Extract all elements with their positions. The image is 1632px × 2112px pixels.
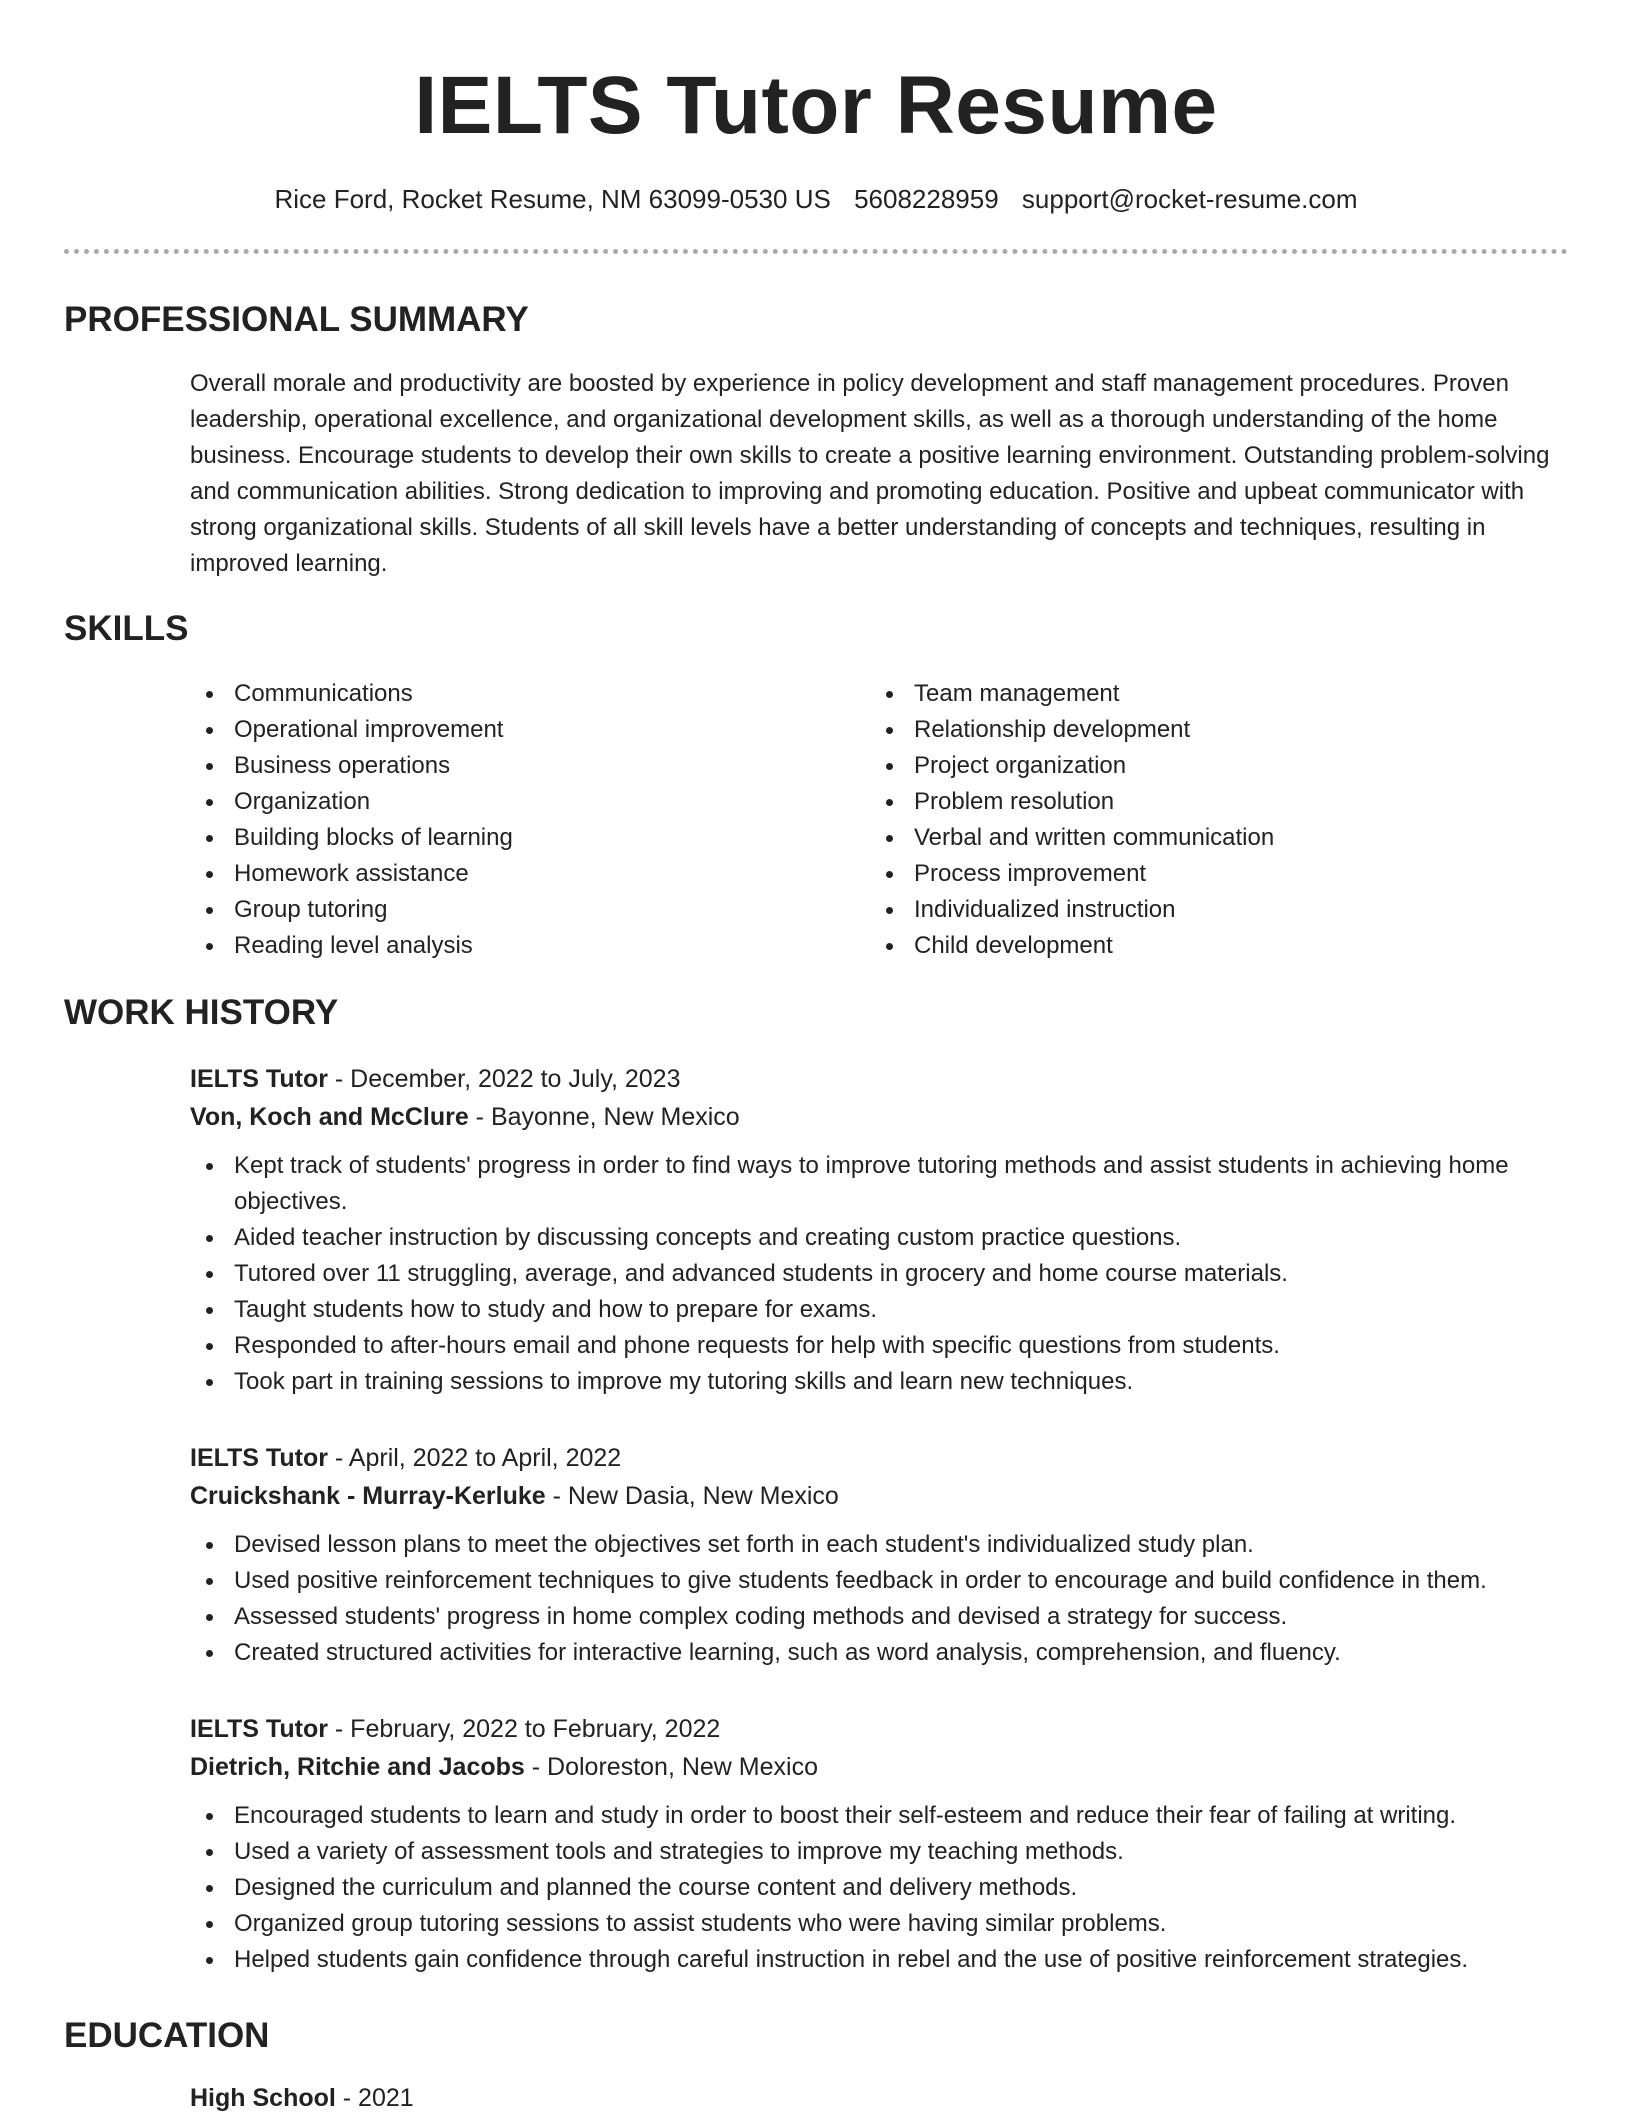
skill-item: Process improvement <box>870 856 1570 892</box>
job-bullet: Tutored over 11 struggling, average, and advanced students in grocery and home course materials. <box>190 1256 1570 1292</box>
job-bullet: Took part in training sessions to improve my tutoring skills and learn new techniques. <box>190 1364 1570 1400</box>
job-bullet: Helped students gain confidence through careful instruction in rebel and the use of positive reinforcement strategies. <box>190 1942 1570 1978</box>
skill-item: Child development <box>870 928 1570 964</box>
skill-item: Problem resolution <box>870 784 1570 820</box>
contact-line <box>0 182 1632 216</box>
job-company: Dietrich, Ritchie and Jacobs <box>190 1753 525 1781</box>
job-title: IELTS Tutor <box>190 1065 328 1093</box>
skill-item: Business operations <box>190 748 830 784</box>
job-bullets <box>190 1798 1570 1978</box>
skill-item: Building blocks of learning <box>190 820 830 856</box>
job-location: - Doloreston, New Mexico <box>524 1753 818 1781</box>
job-company-line <box>190 1477 1570 1515</box>
skills-list-left <box>190 676 830 964</box>
job-bullet: Responded to after-hours email and phone requests for help with specific questions from students. <box>190 1328 1570 1364</box>
job-title-line <box>190 1710 1570 1748</box>
job-location: - New Dasia, New Mexico <box>545 1482 839 1510</box>
job-location: - Bayonne, New Mexico <box>468 1103 740 1131</box>
job-entry <box>190 1439 1570 1671</box>
skill-item: Homework assistance <box>190 856 830 892</box>
job-bullet: Created structured activities for interactive learning, such as word analysis, comprehension, and fluency. <box>190 1635 1570 1671</box>
header-divider <box>64 249 1568 254</box>
education-year: - 2021 <box>335 2084 414 2112</box>
skills-heading: SKILLS <box>64 609 189 648</box>
job-entry <box>190 1060 1570 1400</box>
skill-item: Relationship development <box>870 712 1570 748</box>
job-bullet: Aided teacher instruction by discussing concepts and creating custom practice questions. <box>190 1220 1570 1256</box>
job-bullet: Used positive reinforcement techniques to give students feedback in order to encourage and build confidence in them. <box>190 1563 1570 1599</box>
job-title-line <box>190 1060 1570 1098</box>
summary-heading: PROFESSIONAL SUMMARY <box>64 300 529 339</box>
skill-item: Project organization <box>870 748 1570 784</box>
job-bullet: Organized group tutoring sessions to assist students who were having similar problems. <box>190 1906 1570 1942</box>
job-dates: - April, 2022 to April, 2022 <box>327 1444 622 1472</box>
job-bullet: Devised lesson plans to meet the objectives set forth in each student's individualized study plan. <box>190 1527 1570 1563</box>
education-entry <box>190 2080 414 2112</box>
education-heading: EDUCATION <box>64 2016 270 2055</box>
skill-item: Communications <box>190 676 830 712</box>
job-title: IELTS Tutor <box>190 1444 328 1472</box>
job-title: IELTS Tutor <box>190 1715 328 1743</box>
skill-item: Team management <box>870 676 1570 712</box>
contact-phone: 5608228959 <box>854 184 999 214</box>
job-bullet: Used a variety of assessment tools and strategies to improve my teaching methods. <box>190 1834 1570 1870</box>
job-company-line <box>190 1098 1570 1136</box>
job-bullet: Taught students how to study and how to prepare for exams. <box>190 1292 1570 1328</box>
education-degree: High School <box>190 2084 336 2112</box>
job-bullets <box>190 1148 1570 1400</box>
job-bullet: Kept track of students' progress in order to find ways to improve tutoring methods and assist students in achieving home objectives. <box>190 1148 1570 1220</box>
contact-address: Rice Ford, Rocket Resume, NM 63099-0530 US <box>274 184 831 214</box>
job-dates: - December, 2022 to July, 2023 <box>327 1065 681 1093</box>
skill-item: Organization <box>190 784 830 820</box>
job-company: Von, Koch and McClure <box>190 1103 469 1131</box>
job-dates: - February, 2022 to February, 2022 <box>327 1715 721 1743</box>
contact-email: support@rocket-resume.com <box>1021 184 1358 214</box>
resume-title: IELTS Tutor Resume <box>414 60 1218 151</box>
job-bullet: Assessed students' progress in home complex coding methods and devised a strategy for success. <box>190 1599 1570 1635</box>
skill-item: Verbal and written communication <box>870 820 1570 856</box>
skill-item: Group tutoring <box>190 892 830 928</box>
job-title-line <box>190 1439 1570 1477</box>
skill-item: Operational improvement <box>190 712 830 748</box>
job-bullet: Designed the curriculum and planned the course content and delivery methods. <box>190 1870 1570 1906</box>
work-heading: WORK HISTORY <box>64 993 339 1032</box>
summary-text: Overall morale and productivity are boosted by experience in policy development and staff management procedures. Proven leadership, operational excellence, and organizational development skills, as well as a thorough understanding of the home business. Encourage students to develop their own skills to create a positive learning environment. Outstanding problem-solving and communication abilities. Strong dedication to improving and promoting education. Positive and upbeat communicator with strong organizational skills. Students of all skill levels have a better understanding of concepts and techniques, resulting in improved learning. <box>190 370 1550 577</box>
skills-list-right <box>870 676 1570 964</box>
job-company: Cruickshank - Murray-Kerluke <box>190 1482 546 1510</box>
job-bullets <box>190 1527 1570 1671</box>
skill-item: Individualized instruction <box>870 892 1570 928</box>
job-bullet: Encouraged students to learn and study in order to boost their self-esteem and reduce their fear of failing at writing. <box>190 1798 1570 1834</box>
job-company-line <box>190 1748 1570 1786</box>
job-entry <box>190 1710 1570 1978</box>
skill-item: Reading level analysis <box>190 928 830 964</box>
